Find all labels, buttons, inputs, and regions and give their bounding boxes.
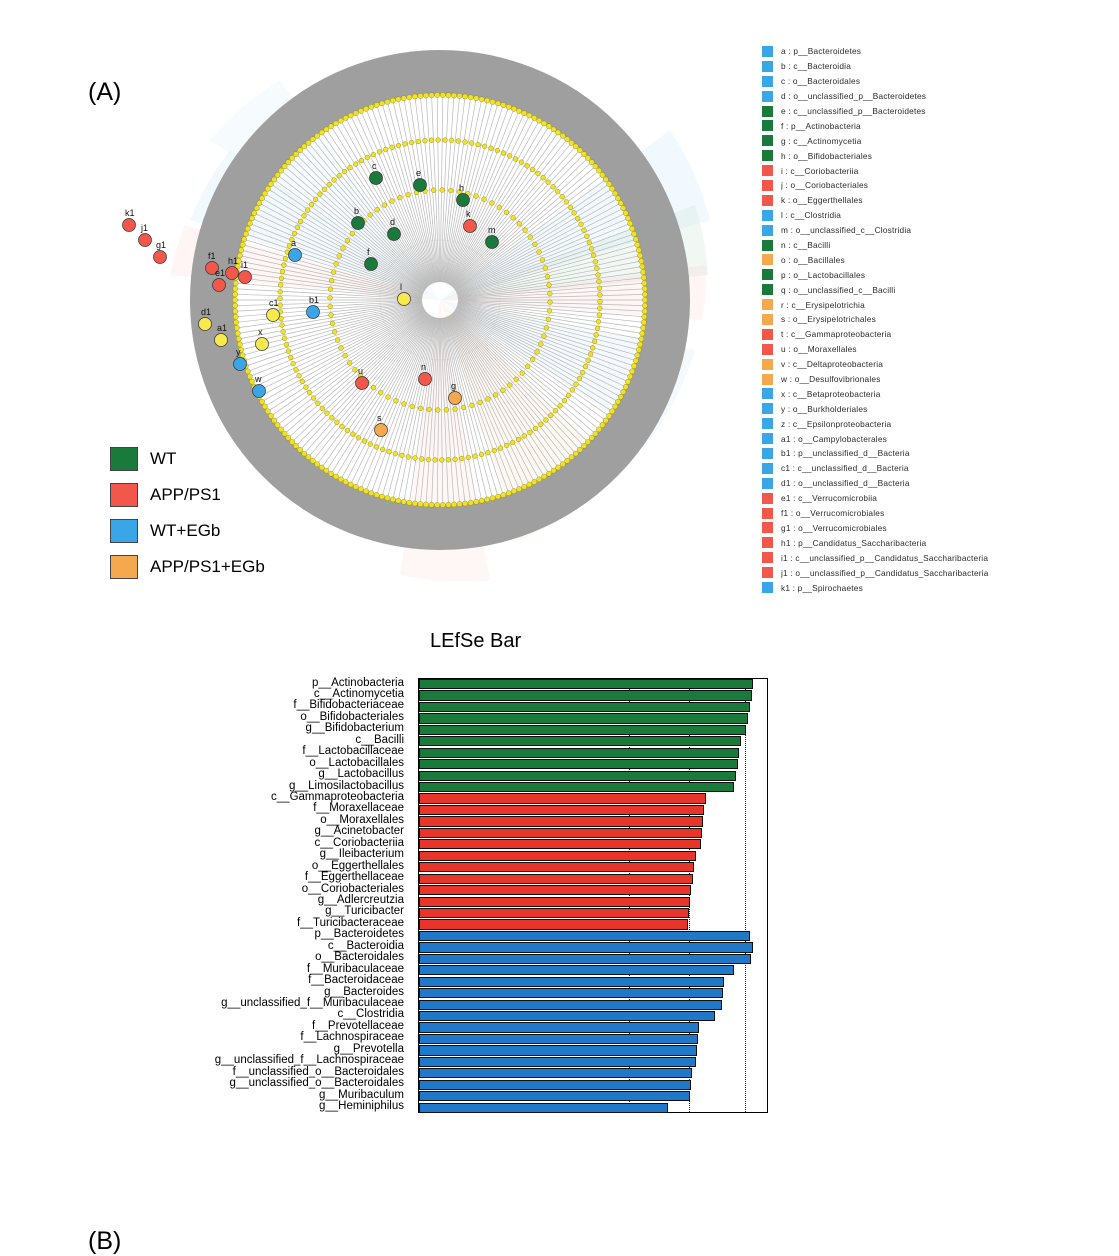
bar-row[interactable] — [419, 1045, 767, 1055]
bar-row[interactable] — [419, 805, 767, 815]
bar-category-label: f__Turicibacteraceae — [297, 916, 404, 929]
panel-b-label: (B) — [88, 1227, 122, 1255]
marker-legend-label: l : c__Clostridia — [781, 210, 842, 221]
bar[interactable] — [419, 805, 704, 815]
bar[interactable] — [419, 736, 741, 746]
marker-legend-label: j : o__Coriobacteriales — [781, 180, 869, 191]
legend-item-wt — [110, 447, 265, 471]
bar-category-label: f__unclassified_o__Bacteroidales — [232, 1065, 404, 1078]
bar-category-label: g__Bifidobacterium — [305, 722, 404, 735]
svg-text:e: e — [416, 168, 422, 178]
marker-legend-swatch — [762, 254, 773, 265]
bar-row[interactable] — [419, 1057, 767, 1067]
svg-text:h1: h1 — [228, 256, 239, 266]
marker-legend-swatch — [762, 165, 773, 176]
bar-row[interactable] — [419, 851, 767, 861]
svg-text:f: f — [367, 247, 370, 257]
marker-legend-item — [762, 178, 1092, 193]
bar-row[interactable] — [419, 862, 767, 872]
marker-legend-swatch — [762, 374, 773, 385]
bar-category-label: c__Clostridia — [337, 1008, 404, 1021]
bar-chart-area — [0, 678, 1119, 1113]
bar[interactable] — [419, 874, 693, 884]
bar-category-label: g__Prevotella — [333, 1042, 404, 1055]
marker-legend-label: r : c__Erysipelotrichia — [781, 299, 865, 310]
bar[interactable] — [419, 942, 753, 952]
bar[interactable] — [419, 702, 750, 712]
marker-legend-swatch — [762, 388, 773, 399]
marker-legend-swatch — [762, 433, 773, 444]
svg-text:s: s — [377, 413, 382, 423]
bar-row[interactable] — [419, 874, 767, 884]
marker-legend-label: u : o__Moraxellales — [781, 344, 857, 355]
bar-row[interactable] — [419, 1103, 767, 1113]
marker-legend-swatch — [762, 135, 773, 146]
bar-row[interactable] — [419, 690, 767, 700]
marker-legend-swatch — [762, 180, 773, 191]
svg-text:m: m — [488, 225, 496, 235]
svg-text:d1: d1 — [201, 307, 212, 317]
bar-category-label: f__Lactobacillaceae — [302, 745, 404, 758]
bar-category-label: g__unclassified_o__Bacteroidales — [229, 1077, 404, 1090]
marker-legend-label: t : c__Gammaproteobacteria — [781, 329, 892, 340]
marker-legend-swatch — [762, 314, 773, 325]
marker-legend-item — [762, 118, 1092, 133]
marker-legend-item — [762, 461, 1092, 476]
legend-item-app-ps1 — [110, 483, 265, 507]
bar-category-label: f__Prevotellaceae — [311, 1019, 404, 1032]
bar-category-label: o__Bifidobacteriales — [300, 710, 404, 723]
marker-legend-item — [762, 104, 1092, 119]
marker-legend-swatch — [762, 91, 773, 102]
legend-swatch-wt-egb — [110, 519, 138, 543]
bar-category-label: o__Lactobacillales — [309, 756, 404, 769]
bar[interactable] — [419, 1000, 722, 1010]
marker-legend-item — [762, 133, 1092, 148]
svg-text:l: l — [400, 282, 402, 292]
bar-row[interactable] — [419, 977, 767, 987]
bar-plot — [418, 678, 768, 1113]
svg-text:f1: f1 — [208, 251, 216, 261]
marker-legend-label: e : c__unclassified_p__Bacteroidetes — [781, 106, 926, 116]
marker-legend-swatch — [762, 508, 773, 519]
marker-legend-item — [762, 506, 1092, 521]
bar-category-label: g__Ileibacterium — [319, 848, 404, 861]
bar[interactable] — [419, 1080, 691, 1090]
bar[interactable] — [419, 954, 751, 964]
marker-legend-item — [762, 193, 1092, 208]
svg-text:j1: j1 — [141, 223, 149, 233]
lefse-bar-title: LEfSe Bar — [430, 630, 522, 652]
marker-legend-label: k : o__Eggerthellales — [781, 195, 863, 206]
marker-legend-swatch — [762, 225, 773, 236]
marker-legend-label: i1 : c__unclassified_p__Candidatus_Saccharibacteria — [781, 552, 989, 563]
legend-item-wt-egb — [110, 519, 265, 543]
bar[interactable] — [419, 885, 691, 895]
marker-legend-item — [762, 521, 1092, 536]
marker-legend-label: c : o__Bacteroidales — [781, 76, 861, 87]
bar-row[interactable] — [419, 816, 767, 826]
marker-legend-label: x : c__Betaproteobacteria — [781, 388, 881, 399]
bar[interactable] — [419, 1011, 715, 1021]
marker-legend-item — [762, 550, 1092, 565]
marker-legend-label: j1 : o__unclassified_p__Candidatus_Saccharibacteria — [781, 567, 989, 578]
marker-legend-item — [762, 312, 1092, 327]
marker-legend-label: a1 : o__Campylobacterales — [781, 433, 888, 444]
marker-legend-label: f1 : o__Verrucomicrobiales — [781, 508, 885, 519]
marker-legend-item — [762, 327, 1092, 342]
bar[interactable] — [419, 1057, 696, 1067]
marker-legend-label: a : p__Bacteroidetes — [781, 46, 862, 57]
bar-row[interactable] — [419, 1011, 767, 1021]
marker-legend-label: f : p__Actinobacteria — [781, 120, 861, 131]
bar-row[interactable] — [419, 1034, 767, 1044]
marker-legend-swatch — [762, 61, 773, 72]
marker-legend-swatch — [762, 537, 773, 548]
marker-legend-label: v : c__Deltaproteobacteria — [781, 359, 884, 370]
bar-category-label: g__unclassified_f__Muribaculaceae — [221, 997, 404, 1010]
bar-category-label: o__Bacteroidales — [315, 951, 404, 964]
legend-swatch-app-ps1-egb — [110, 555, 138, 579]
marker-legend-label: k1 : p__Spirochaetes — [781, 582, 863, 593]
marker-legend-label: d : o__unclassified_p__Bacteroidetes — [781, 91, 927, 102]
bar-category-label: f__Moraxellaceae — [313, 802, 404, 815]
bar-category-label: o__Coriobacteriales — [301, 882, 404, 895]
legend-swatch-wt — [110, 447, 138, 471]
bar[interactable] — [419, 1045, 697, 1055]
bar-category-labels — [0, 678, 412, 1113]
bar-category-label: g__Adlercreutzia — [317, 894, 404, 906]
svg-text:n: n — [421, 362, 427, 372]
bar[interactable] — [419, 748, 739, 758]
bar[interactable] — [419, 919, 688, 929]
marker-legend-item — [762, 163, 1092, 178]
bar-row[interactable] — [419, 931, 767, 941]
bar-row[interactable] — [419, 919, 767, 929]
bar[interactable] — [419, 782, 734, 792]
bar[interactable] — [419, 759, 738, 769]
legend-label-wt: WT — [150, 449, 177, 468]
marker-legend-item — [762, 372, 1092, 387]
marker-legend-label: b1 : p__unclassified_d__Bacteria — [781, 448, 910, 459]
marker-legend-label: h : o__Bifidobacteriales — [781, 150, 873, 161]
bar[interactable] — [419, 851, 696, 861]
marker-legend-item — [762, 252, 1092, 267]
marker-legend-item — [762, 282, 1092, 297]
legend-swatch-app-ps1 — [110, 483, 138, 507]
marker-legend-item — [762, 297, 1092, 312]
marker-legend-item — [762, 401, 1092, 416]
bar[interactable] — [419, 828, 702, 838]
bar[interactable] — [419, 897, 690, 907]
bar-category-label: p__Bacteroidetes — [314, 928, 404, 941]
marker-legend-swatch — [762, 582, 773, 593]
bar-category-label: g__Acinetobacter — [314, 825, 404, 838]
panel-b-lefse-bar — [0, 600, 1119, 1255]
bar-row[interactable] — [419, 679, 767, 689]
marker-legend-label: w : o__Desulfovibrionales — [781, 374, 881, 385]
bar-category-label: g__Lactobacillus — [318, 768, 404, 781]
marker-legend-item — [762, 491, 1092, 506]
marker-legend-swatch — [762, 522, 773, 533]
bar-category-label: g__Heminiphilus — [318, 1100, 404, 1113]
bar[interactable] — [419, 908, 689, 918]
bar-category-label: g__Turicibacter — [325, 905, 404, 918]
bar-row[interactable] — [419, 1000, 767, 1010]
marker-legend-item — [762, 238, 1092, 253]
marker-legend-swatch — [762, 403, 773, 414]
marker-legend-label: g : c__Actinomycetia — [781, 135, 862, 146]
marker-legend-item — [762, 223, 1092, 238]
bar-row[interactable] — [419, 965, 767, 975]
bar-row[interactable] — [419, 759, 767, 769]
bar[interactable] — [419, 725, 746, 735]
svg-text:k1: k1 — [125, 208, 135, 218]
marker-legend-label: h1 : p__Candidatus_Saccharibacteria — [781, 537, 927, 548]
marker-legend-item — [762, 267, 1092, 282]
marker-legend-label: i : c__Coriobacteriia — [781, 165, 859, 176]
marker-legend-label: m : o__unclassified_c__Clostridia — [781, 225, 912, 236]
group-legend — [110, 447, 265, 591]
bar-row[interactable] — [419, 828, 767, 838]
bar[interactable] — [419, 965, 734, 975]
svg-text:w: w — [255, 374, 262, 384]
bar[interactable] — [419, 690, 752, 700]
bar[interactable] — [419, 977, 724, 987]
bar-category-label: f__Eggerthellaceae — [304, 871, 404, 884]
marker-legend-label: g1 : o__Verrucomicrobiales — [781, 522, 887, 533]
bar-category-label: g__unclassified_f__Lachnospiraceae — [214, 1054, 404, 1067]
bar-category-label: g__Muribaculum — [318, 1088, 404, 1101]
marker-legend-label: b : c__Bacteroidia — [781, 61, 852, 72]
bar-row[interactable] — [419, 1022, 767, 1032]
bar[interactable] — [419, 1103, 668, 1113]
marker-legend-swatch — [762, 478, 773, 489]
bar-row[interactable] — [419, 748, 767, 758]
marker-legend-label: e1 : c__Verrucomicrobiia — [781, 493, 878, 504]
marker-legend-swatch — [762, 329, 773, 340]
svg-text:b: b — [354, 206, 360, 216]
bar[interactable] — [419, 931, 750, 941]
marker-legend-item — [762, 74, 1092, 89]
bar[interactable] — [419, 1022, 699, 1032]
marker-legend-item — [762, 535, 1092, 550]
svg-text:c1: c1 — [269, 298, 279, 308]
marker-legend-label: s : o__Erysipelotrichales — [781, 314, 876, 325]
bar[interactable] — [419, 771, 736, 781]
svg-text:c: c — [372, 161, 377, 171]
marker-legend-swatch — [762, 120, 773, 131]
marker-legend-swatch — [762, 46, 773, 57]
marker-legend-swatch — [762, 463, 773, 474]
marker-legend-item — [762, 565, 1092, 580]
bar-row[interactable] — [419, 1068, 767, 1078]
marker-legend-item — [762, 59, 1092, 74]
bar[interactable] — [419, 862, 694, 872]
marker-legend-swatch — [762, 195, 773, 206]
bar[interactable] — [419, 988, 723, 998]
bar-row[interactable] — [419, 942, 767, 952]
bar-row[interactable] — [419, 954, 767, 964]
svg-text:d: d — [390, 217, 396, 227]
bar-row[interactable] — [419, 1091, 767, 1101]
marker-legend-label: n : c__Bacilli — [781, 240, 831, 251]
marker-legend-label: y : o__Burkholderiales — [781, 403, 868, 414]
bar-row[interactable] — [419, 702, 767, 712]
bar-category-label: p__Actinobacteria — [311, 676, 404, 689]
marker-legend-label: z : c__Epsilonproteobacteria — [781, 418, 892, 429]
bar-category-label: g__Bacteroides — [324, 985, 404, 998]
marker-legend-swatch — [762, 150, 773, 161]
bar-category-label: g__Limosilactobacillus — [288, 779, 404, 792]
bar-row[interactable] — [419, 885, 767, 895]
bar-category-label: c__Actinomycetia — [313, 687, 404, 700]
marker-legend-item — [762, 89, 1092, 104]
bar-category-label: o__Moraxellales — [320, 813, 404, 826]
bar-row[interactable] — [419, 736, 767, 746]
marker-legend-item — [762, 476, 1092, 491]
svg-text:g1: g1 — [156, 240, 167, 250]
marker-legend-label: c1 : c__unclassified_d__Bacteria — [781, 463, 909, 474]
marker-legend-item — [762, 416, 1092, 431]
marker-legend — [762, 44, 1092, 595]
bar-row[interactable] — [419, 713, 767, 723]
svg-text:g: g — [451, 381, 457, 391]
marker-legend-swatch — [762, 106, 773, 117]
marker-legend-swatch — [762, 359, 773, 370]
marker-legend-swatch — [762, 210, 773, 221]
marker-legend-swatch — [762, 493, 773, 504]
marker-legend-item — [762, 386, 1092, 401]
bar[interactable] — [419, 816, 703, 826]
bar[interactable] — [419, 793, 706, 803]
marker-legend-swatch — [762, 552, 773, 563]
panel-a-label: (A) — [88, 78, 122, 106]
legend-label-wt-egb: WT+EGb — [150, 521, 221, 540]
marker-legend-swatch — [762, 284, 773, 295]
marker-legend-swatch — [762, 299, 773, 310]
bar-category-label: o__Eggerthellales — [311, 859, 404, 872]
legend-item-app-ps1-egb — [110, 555, 265, 579]
svg-text:k: k — [466, 209, 471, 219]
marker-legend-label: q : o__unclassified_c__Bacilli — [781, 284, 896, 295]
svg-text:u: u — [358, 366, 364, 376]
bar-category-label: c__Gammaproteobacteria — [271, 790, 404, 803]
marker-legend-item — [762, 208, 1092, 223]
legend-label-app-ps1: APP/PS1 — [150, 485, 221, 504]
bar[interactable] — [419, 1091, 690, 1101]
marker-legend-swatch — [762, 344, 773, 355]
marker-legend-swatch — [762, 448, 773, 459]
svg-text:e1: e1 — [215, 268, 226, 278]
marker-legend-item — [762, 580, 1092, 595]
bar-row[interactable] — [419, 988, 767, 998]
bar-category-label: c__Coriobacteriia — [314, 836, 404, 849]
bar-row[interactable] — [419, 839, 767, 849]
bar[interactable] — [419, 1068, 692, 1078]
bar-category-label: c__Bacilli — [355, 733, 404, 746]
bar-row[interactable] — [419, 725, 767, 735]
svg-text:x: x — [258, 327, 263, 337]
bar-category-label: f__Lachnospiraceae — [300, 1031, 404, 1044]
marker-legend-item — [762, 357, 1092, 372]
bar-row[interactable] — [419, 793, 767, 803]
bar-row[interactable] — [419, 1080, 767, 1090]
marker-legend-item — [762, 446, 1092, 461]
bar-row[interactable] — [419, 897, 767, 907]
bar[interactable] — [419, 713, 748, 723]
bar-row[interactable] — [419, 771, 767, 781]
svg-text:i1: i1 — [241, 260, 249, 270]
marker-legend-item — [762, 342, 1092, 357]
bar-row[interactable] — [419, 782, 767, 792]
bar[interactable] — [419, 839, 701, 849]
marker-legend-swatch — [762, 269, 773, 280]
svg-text:b1: b1 — [309, 295, 320, 305]
bar-category-label: f__Muribaculaceae — [306, 962, 404, 975]
bar[interactable] — [419, 1034, 698, 1044]
bar-category-label: f__Bacteroidaceae — [308, 974, 404, 987]
marker-legend-label: p : o__Lactobacillales — [781, 269, 866, 280]
legend-label-app-ps1-egb: APP/PS1+EGb — [150, 557, 265, 576]
marker-legend-swatch — [762, 240, 773, 251]
bar[interactable] — [419, 679, 753, 689]
svg-text:a: a — [291, 238, 297, 248]
svg-text:a1: a1 — [217, 323, 228, 333]
marker-legend-item — [762, 148, 1092, 163]
marker-legend-label: o : o__Bacillales — [781, 254, 845, 265]
marker-legend-swatch — [762, 567, 773, 578]
marker-legend-swatch — [762, 76, 773, 87]
marker-legend-item — [762, 431, 1092, 446]
svg-text:h: h — [459, 183, 465, 193]
bar-row[interactable] — [419, 908, 767, 918]
marker-legend-label: d1 : o__unclassified_d__Bacteria — [781, 478, 910, 489]
marker-legend-item — [762, 44, 1092, 59]
panel-a-cladogram — [0, 0, 1119, 600]
svg-text:y: y — [236, 347, 241, 357]
bar-category-label: c__Bacteroidia — [327, 939, 404, 952]
marker-legend-swatch — [762, 418, 773, 429]
bar-category-label: f__Bifidobacteriaceae — [293, 699, 404, 712]
